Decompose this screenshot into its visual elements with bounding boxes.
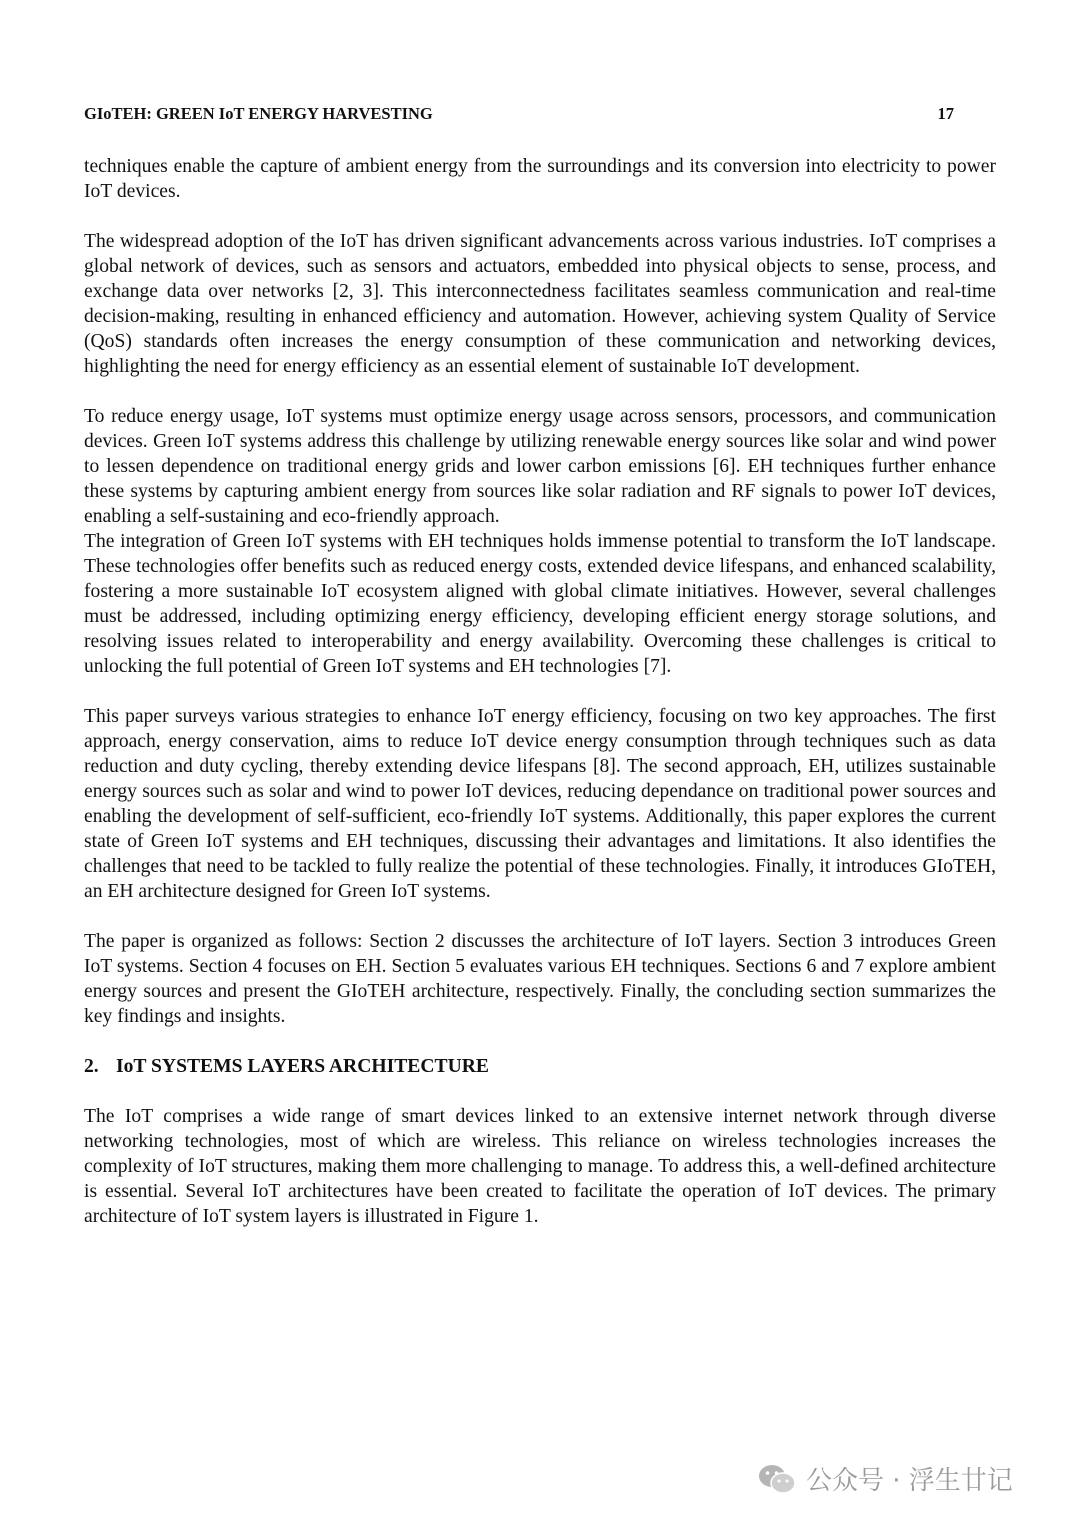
body-text: [84, 154, 996, 1254]
running-title: GIoTEH: GREEN IoT ENERGY HARVESTING: [84, 104, 433, 123]
watermark-text: 公众号 · 浮生廿记: [806, 1466, 1013, 1496]
section-number: 2.: [84, 1056, 99, 1077]
paragraph: The widespread adoption of the IoT has driven significant advancements across various industries. IoT comprises a global network of devices, such as sensors and actuators, embedded into physical objects to sense, process, and exchange data over networks [2, 3]. This interconnectedness facilitates seamless communication and real-time decision-making, resulting in enhanced efficiency and automation. However, achieving system Quality of Service (QoS) standards often increases the energy consumption of these communication and networking devices, highlighting the need for energy efficiency as an essential element of sustainable IoT development.: [84, 231, 996, 377]
watermark: [758, 1460, 1013, 1497]
paragraph: To reduce energy usage, IoT systems must optimize energy usage across sensors, processors, and communication devices. Green IoT systems address this challenge by utilizing renewable energy sources like solar and wind power to lessen dependence on traditional energy grids and lower carbon emissions [6]. EH techniques further enhance these systems by capturing ambient energy from sources like solar radiation and RF signals to power IoT devices, enabling a self-sustaining and eco-friendly approach.: [84, 406, 996, 527]
paragraph: The paper is organized as follows: Section 2 discusses the architecture of IoT layers. Section 3 introduces Green IoT systems. Section 4 focuses on EH. Section 5 evaluates various EH techniques. Sections 6 and 7 explore ambient energy sources and present the GIoTEH architecture, respectively. Finally, the concluding section summarizes the key findings and insights.: [84, 931, 996, 1027]
paragraph: The integration of Green IoT systems with EH techniques holds immense potential to transform the IoT landscape. These technologies offer benefits such as reduced energy costs, extended device lifespans, and enhanced scalability, fostering a more sustainable IoT ecosystem aligned with global climate initiatives. However, several challenges must be addressed, including optimizing energy efficiency, developing efficient energy storage solutions, and resolving issues related to interoperability and energy availability. Overcoming these challenges is critical to unlocking the full potential of Green IoT systems and EH technologies [7].: [84, 531, 996, 677]
paragraph: techniques enable the capture of ambient energy from the surroundings and its conversion into electricity to power IoT devices.: [84, 156, 996, 202]
section-title: IoT SYSTEMS LAYERS ARCHITECTURE: [116, 1056, 489, 1077]
paragraph: The IoT comprises a wide range of smart devices linked to an extensive internet network through diverse networking technologies, most of which are wireless. This reliance on wireless technologies increases the complexity of IoT structures, making them more challenging to manage. To address this, a well-defined architecture is essential. Several IoT architectures have been created to facilitate the operation of IoT devices. The primary architecture of IoT system layers is illustrated in Figure 1.: [84, 1106, 996, 1227]
wechat-icon: [758, 1463, 796, 1495]
page-number: 17: [937, 104, 954, 123]
section-heading: [84, 1054, 996, 1079]
paragraph: This paper surveys various strategies to enhance IoT energy efficiency, focusing on two key approaches. The first approach, energy conservation, aims to reduce IoT device energy consumption through techniques such as data reduction and duty cycling, thereby extending device lifespans [8]. The second approach, EH, utilizes sustainable energy sources such as solar and wind to power IoT devices, reducing dependance on traditional power sources and enabling the development of self-sufficient, eco-friendly IoT systems. Additionally, this paper explores the current state of Green IoT systems and EH techniques, discussing their advantages and limitations. It also identifies the challenges that need to be tackled to fully realize the potential of these technologies. Finally, it introduces GIoTEH, an EH architecture designed for Green IoT systems.: [84, 706, 996, 902]
running-header: [84, 104, 954, 124]
